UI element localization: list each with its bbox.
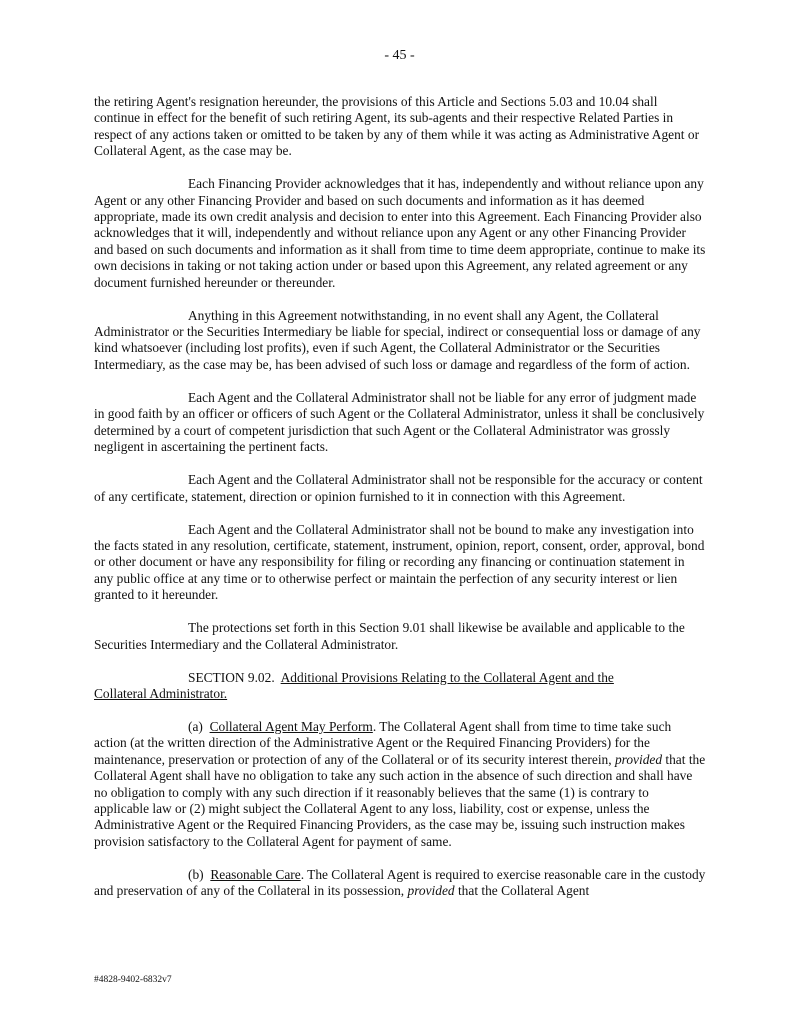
paragraph-protections: The protections set forth in this Section 9.01 shall likewise be available and applicable to the Securities Intermediary and the Collateral Administrator. [94, 620, 685, 652]
page-number: - 45 - [384, 48, 415, 63]
document-body [94, 94, 706, 916]
section-title-line2: Collateral Administrator. [94, 685, 228, 701]
paragraph-investigation: Each Agent and the Collateral Administrator shall not be bound to make any investigation into the facts stated in any resolution, certificate, statement, instrument, opinion, report, consent, order, approval, bond or other document or have any responsibility for filing or recording any financing or continuation statement in any public office at any time or to otherwise perfect or maintain the perfection of any security interest or lien granted to it hereunder. [94, 521, 705, 603]
paragraph-collateral-agent-may-perform [94, 719, 706, 850]
clause-a-heading: Collateral Agent May Perform [209, 718, 373, 734]
section-9-02-heading [94, 670, 706, 703]
section-number: SECTION 9.02. [188, 669, 275, 685]
clause-b-proviso: provided [407, 883, 455, 899]
clause-b-heading: Reasonable Care [210, 866, 301, 882]
clause-b-text-part1: . The Collateral Agent is required to exercise reasonable care in the custody and preservation of any of the Collateral in its possession, [94, 866, 706, 899]
paragraph-reasonable-care [94, 867, 706, 900]
clause-a-label: (a) [188, 718, 203, 734]
clause-b-label: (b) [188, 866, 204, 882]
clause-a-text-part2: that the Collateral Agent shall have no obligation to take any such action in the absence of such direction and shall have no obligation to comply with any such direction if it reasonably believes that the same (1) is contrary to applicable law or (2) might subject the Collateral Agent to any loss, liability, cost or expense, unless the Administrative Agent or the Required Financing Providers, as the case may be, issuing such instruction makes provision satisfactory to the Collateral Agent for payment of same. [94, 751, 706, 849]
document-id: #4828-9402-6832v7 [94, 975, 172, 985]
paragraph-retiring-agent: the retiring Agent's resignation hereunder, the provisions of this Article and Sections 5.03 and 10.04 shall continue in effect for the benefit of such retiring Agent, its sub-agents and their respective Related Parties in respect of any actions taken or omitted to be taken by any of them while it was acting as Administrative Agent or Collateral Agent, as the case may be. [94, 94, 700, 159]
paragraph-financing-provider-acknowledgment: Each Financing Provider acknowledges that it has, independently and without reliance upon any Agent or any other Financing Provider and based on such documents and information as it has deemed appropriate, made its own credit analysis and decision to enter into this Agreement. Each Financing Provider also acknowledges that it will, independently and without reliance upon any Agent or any other Financing Provider and based on such documents and information as it shall from time to time deem appropriate, continue to make its own decisions in taking or not taking action under or based upon this Agreement, any related agreement or any document furnished hereunder or thereunder. [94, 176, 706, 290]
section-title-line1: Additional Provisions Relating to the Collateral Agent and the [280, 669, 614, 685]
paragraph-error-of-judgment: Each Agent and the Collateral Administrator shall not be liable for any error of judgment made in good faith by an officer or officers of such Agent or the Collateral Administrator, unless it shall be conclusively determined by a court of competent jurisdiction that such Agent or the Collateral Administrator was grossly negligent in ascertaining the pertinent facts. [94, 389, 705, 455]
clause-b-text-part2: that the Collateral Agent [454, 883, 590, 899]
paragraph-certificate-responsibility: Each Agent and the Collateral Administrator shall not be responsible for the accuracy or content of any certificate, statement, direction or opinion furnished to it in connection with this Agreement. [94, 472, 703, 504]
paragraph-consequential-loss: Anything in this Agreement notwithstanding, in no event shall any Agent, the Collateral Administrator or the Securities Intermediary be liable for special, indirect or consequential loss or damage of any kind whatsoever (including lost profits), even if such Agent, the Collateral Administrator or the Securities Intermediary, as the case may be, has been advised of such loss or damage and regardless of the form of action. [94, 307, 701, 372]
clause-a-text-part1: . The Collateral Agent shall from time to time take such action (at the written direction of the Administrative Agent or the Required Financing Providers) for the maintenance, preservation or protection of any of the Collateral or of its security interest therein, [94, 718, 672, 767]
clause-a-proviso: provided [614, 751, 663, 767]
